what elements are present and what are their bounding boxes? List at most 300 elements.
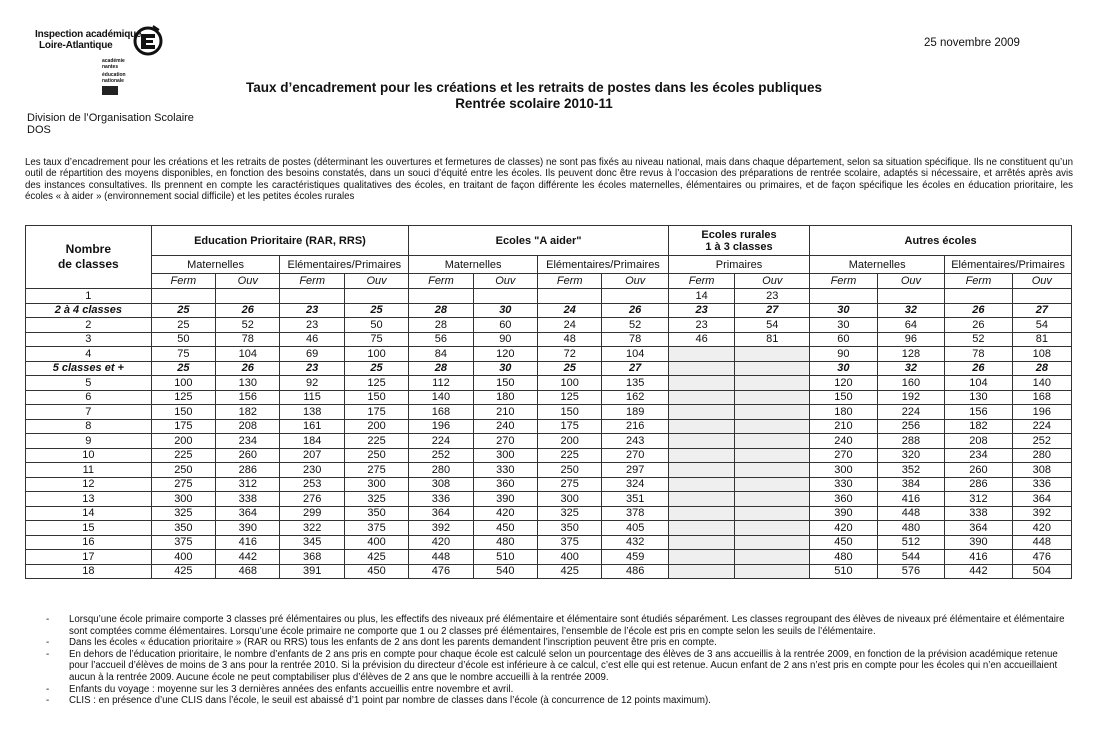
table-cell: 504 bbox=[1012, 564, 1071, 579]
table-cell: 312 bbox=[216, 477, 280, 492]
table-cell: 200 bbox=[151, 434, 215, 449]
row-label: 12 bbox=[26, 477, 152, 492]
table-cell: 104 bbox=[602, 347, 669, 362]
table-cell: 224 bbox=[409, 434, 473, 449]
table-cell: 275 bbox=[538, 477, 602, 492]
table-cell: 448 bbox=[877, 506, 945, 521]
subgroup-header: Elémentaires/Primaires bbox=[280, 256, 409, 274]
table-cell bbox=[668, 434, 734, 449]
table-cell: 81 bbox=[1012, 332, 1071, 347]
table-cell: 450 bbox=[810, 535, 878, 550]
table-cell: 27 bbox=[1012, 303, 1071, 318]
table-cell: 420 bbox=[409, 535, 473, 550]
table-cell: 420 bbox=[1012, 521, 1071, 536]
table-cell: 230 bbox=[280, 463, 344, 478]
table-cell: 243 bbox=[602, 434, 669, 449]
table-cell: 25 bbox=[344, 303, 408, 318]
table-cell: 350 bbox=[344, 506, 408, 521]
table-row bbox=[26, 347, 1072, 362]
table-cell: 156 bbox=[216, 390, 280, 405]
table-cell: 23 bbox=[735, 289, 810, 304]
table-cell: 56 bbox=[409, 332, 473, 347]
ferm-column-header: Ferm bbox=[538, 274, 602, 289]
table-cell: 360 bbox=[810, 492, 878, 507]
ferm-column-header: Ferm bbox=[810, 274, 878, 289]
academy-emblem-icon bbox=[133, 24, 163, 58]
ouv-column-header: Ouv bbox=[1012, 274, 1071, 289]
table-cell: 364 bbox=[1012, 492, 1071, 507]
table-cell: 162 bbox=[602, 390, 669, 405]
table-row bbox=[26, 405, 1072, 420]
table-cell: 182 bbox=[216, 405, 280, 420]
table-cell: 390 bbox=[473, 492, 537, 507]
table-cell: 175 bbox=[344, 405, 408, 420]
table-cell: 275 bbox=[344, 463, 408, 478]
table-cell bbox=[810, 289, 878, 304]
table-cell: 544 bbox=[877, 550, 945, 565]
table-cell bbox=[1012, 289, 1071, 304]
table-row bbox=[26, 289, 1072, 304]
table-cell: 378 bbox=[602, 506, 669, 521]
table-cell bbox=[735, 419, 810, 434]
table-cell: 480 bbox=[810, 550, 878, 565]
table-cell: 140 bbox=[1012, 376, 1071, 391]
table-cell: 330 bbox=[473, 463, 537, 478]
table-cell bbox=[668, 347, 734, 362]
table-cell: 125 bbox=[151, 390, 215, 405]
table-cell: 50 bbox=[344, 318, 408, 333]
table-row bbox=[26, 448, 1072, 463]
table-cell bbox=[735, 506, 810, 521]
table-cell: 364 bbox=[216, 506, 280, 521]
table-cell: 324 bbox=[602, 477, 669, 492]
table-cell: 32 bbox=[877, 303, 945, 318]
row-header-line2: de classes bbox=[57, 257, 119, 271]
table-cell bbox=[151, 289, 215, 304]
table-cell: 216 bbox=[602, 419, 669, 434]
table-cell: 60 bbox=[473, 318, 537, 333]
table-row bbox=[26, 463, 1072, 478]
row-label: 4 bbox=[26, 347, 152, 362]
table-cell bbox=[735, 347, 810, 362]
table-cell: 420 bbox=[473, 506, 537, 521]
table-cell: 100 bbox=[538, 376, 602, 391]
table-cell: 52 bbox=[945, 332, 1013, 347]
row-label: 14 bbox=[26, 506, 152, 521]
table-cell: 400 bbox=[538, 550, 602, 565]
table-cell bbox=[735, 492, 810, 507]
table-cell: 60 bbox=[810, 332, 878, 347]
table-cell: 52 bbox=[602, 318, 669, 333]
row-label: 13 bbox=[26, 492, 152, 507]
table-cell: 120 bbox=[810, 376, 878, 391]
table-cell: 50 bbox=[151, 332, 215, 347]
row-label: 2 bbox=[26, 318, 152, 333]
table-cell: 350 bbox=[151, 521, 215, 536]
table-cell: 375 bbox=[538, 535, 602, 550]
table-cell: 54 bbox=[1012, 318, 1071, 333]
ferm-column-header: Ferm bbox=[151, 274, 215, 289]
table-cell: 72 bbox=[538, 347, 602, 362]
table-cell: 125 bbox=[344, 376, 408, 391]
table-cell: 330 bbox=[810, 477, 878, 492]
table-cell bbox=[735, 405, 810, 420]
table-cell: 23 bbox=[668, 303, 734, 318]
ouv-column-header: Ouv bbox=[877, 274, 945, 289]
table-cell: 425 bbox=[151, 564, 215, 579]
division-abbrev: DOS bbox=[27, 124, 51, 136]
ferm-column-header: Ferm bbox=[280, 274, 344, 289]
table-cell bbox=[668, 376, 734, 391]
row-label: 6 bbox=[26, 390, 152, 405]
table-cell: 375 bbox=[151, 535, 215, 550]
table-cell: 120 bbox=[473, 347, 537, 362]
row-label: 17 bbox=[26, 550, 152, 565]
table-cell: 23 bbox=[280, 361, 344, 376]
table-cell: 300 bbox=[151, 492, 215, 507]
table-cell bbox=[668, 492, 734, 507]
table-cell: 224 bbox=[877, 405, 945, 420]
table-cell bbox=[735, 376, 810, 391]
table-cell: 325 bbox=[344, 492, 408, 507]
subgroup-header: Maternelles bbox=[151, 256, 280, 274]
table-cell: 30 bbox=[810, 303, 878, 318]
table-cell: 276 bbox=[280, 492, 344, 507]
table-cell: 576 bbox=[877, 564, 945, 579]
table-cell bbox=[735, 448, 810, 463]
table-cell: 345 bbox=[280, 535, 344, 550]
table-cell: 392 bbox=[409, 521, 473, 536]
division-block bbox=[27, 112, 194, 136]
table-cell: 150 bbox=[538, 405, 602, 420]
table-cell: 25 bbox=[344, 361, 408, 376]
table-cell: 104 bbox=[216, 347, 280, 362]
table-cell: 168 bbox=[1012, 390, 1071, 405]
table-cell bbox=[735, 550, 810, 565]
staffing-rate-table bbox=[25, 225, 1072, 579]
ouv-column-header: Ouv bbox=[473, 274, 537, 289]
table-cell: 352 bbox=[877, 463, 945, 478]
table-cell: 26 bbox=[216, 303, 280, 318]
table-cell: 75 bbox=[151, 347, 215, 362]
table-row bbox=[26, 434, 1072, 449]
table-cell: 196 bbox=[1012, 405, 1071, 420]
table-cell: 300 bbox=[344, 477, 408, 492]
row-label: 10 bbox=[26, 448, 152, 463]
group-header-a-aider: Ecoles "A aider" bbox=[409, 226, 669, 256]
table-cell: 405 bbox=[602, 521, 669, 536]
table-cell: 308 bbox=[1012, 463, 1071, 478]
table-cell: 486 bbox=[602, 564, 669, 579]
table-cell: 432 bbox=[602, 535, 669, 550]
table-cell: 30 bbox=[810, 318, 878, 333]
group-header-rural bbox=[668, 226, 809, 256]
table-cell: 112 bbox=[409, 376, 473, 391]
table-cell: 392 bbox=[1012, 506, 1071, 521]
table-cell: 210 bbox=[810, 419, 878, 434]
table-cell: 108 bbox=[1012, 347, 1071, 362]
table-cell: 200 bbox=[344, 419, 408, 434]
table-cell: 286 bbox=[216, 463, 280, 478]
table-cell: 225 bbox=[344, 434, 408, 449]
table-cell: 23 bbox=[668, 318, 734, 333]
table-cell: 390 bbox=[945, 535, 1013, 550]
table-row bbox=[26, 361, 1072, 376]
table-cell: 160 bbox=[877, 376, 945, 391]
table-cell: 69 bbox=[280, 347, 344, 362]
table-cell bbox=[668, 405, 734, 420]
table-cell: 225 bbox=[538, 448, 602, 463]
table-cell bbox=[409, 289, 473, 304]
table-cell: 28 bbox=[409, 318, 473, 333]
table-cell: 54 bbox=[735, 318, 810, 333]
table-cell: 30 bbox=[810, 361, 878, 376]
table-cell bbox=[945, 289, 1013, 304]
table-body bbox=[26, 289, 1072, 579]
table-cell: 252 bbox=[409, 448, 473, 463]
table-cell: 338 bbox=[216, 492, 280, 507]
table-cell: 297 bbox=[602, 463, 669, 478]
table-cell: 184 bbox=[280, 434, 344, 449]
table-cell: 26 bbox=[602, 303, 669, 318]
table-cell: 28 bbox=[409, 361, 473, 376]
table-cell: 128 bbox=[877, 347, 945, 362]
table-cell: 64 bbox=[877, 318, 945, 333]
table-cell bbox=[668, 506, 734, 521]
table-cell: 208 bbox=[216, 419, 280, 434]
table-cell: 25 bbox=[151, 361, 215, 376]
table-cell: 48 bbox=[538, 332, 602, 347]
row-label: 7 bbox=[26, 405, 152, 420]
table-cell: 510 bbox=[473, 550, 537, 565]
table-cell: 351 bbox=[602, 492, 669, 507]
logo-small-line3: éducation bbox=[102, 72, 126, 78]
footnote-item: - Enfants du voyage : moyenne sur les 3 dernières années des enfants accueillis entre novembre et avril. bbox=[46, 684, 1072, 696]
logo-small-line2: nantes bbox=[102, 64, 119, 70]
table-cell: 180 bbox=[473, 390, 537, 405]
document-date: 25 novembre 2009 bbox=[924, 37, 1020, 49]
institution-logo bbox=[30, 14, 170, 92]
table-row bbox=[26, 521, 1072, 536]
table-cell: 24 bbox=[538, 303, 602, 318]
row-label: 5 classes et + bbox=[26, 361, 152, 376]
table-cell: 92 bbox=[280, 376, 344, 391]
table-cell bbox=[735, 361, 810, 376]
subgroup-header: Maternelles bbox=[810, 256, 945, 274]
table-cell: 28 bbox=[1012, 361, 1071, 376]
table-cell: 420 bbox=[810, 521, 878, 536]
table-cell: 14 bbox=[668, 289, 734, 304]
table-cell bbox=[668, 390, 734, 405]
table-cell: 390 bbox=[216, 521, 280, 536]
table-cell: 46 bbox=[280, 332, 344, 347]
table-cell: 364 bbox=[945, 521, 1013, 536]
table-cell: 476 bbox=[1012, 550, 1071, 565]
table-cell: 312 bbox=[945, 492, 1013, 507]
title-line2: Rentrée scolaire 2010-11 bbox=[455, 96, 613, 111]
table-cell: 384 bbox=[877, 477, 945, 492]
table-cell: 150 bbox=[344, 390, 408, 405]
rural-header-line2: 1 à 3 classes bbox=[705, 240, 773, 253]
table-cell: 270 bbox=[602, 448, 669, 463]
table-row bbox=[26, 535, 1072, 550]
row-label: 1 bbox=[26, 289, 152, 304]
table-cell: 130 bbox=[216, 376, 280, 391]
footnote-item: - Dans les écoles « éducation prioritaire » (RAR ou RRS) tous les enfants de 2 ans dont les parents demandent l’inscription peuvent être pris en compte. bbox=[46, 637, 1072, 649]
table-cell: 325 bbox=[151, 506, 215, 521]
table-cell: 100 bbox=[344, 347, 408, 362]
table-cell: 476 bbox=[409, 564, 473, 579]
row-label: 16 bbox=[26, 535, 152, 550]
table-row bbox=[26, 492, 1072, 507]
table-cell: 275 bbox=[151, 477, 215, 492]
ferm-column-header: Ferm bbox=[945, 274, 1013, 289]
table-cell: 510 bbox=[810, 564, 878, 579]
table-cell: 26 bbox=[216, 361, 280, 376]
table-cell: 24 bbox=[538, 318, 602, 333]
table-cell bbox=[668, 448, 734, 463]
table-cell: 425 bbox=[344, 550, 408, 565]
table-cell bbox=[735, 477, 810, 492]
table-row bbox=[26, 564, 1072, 579]
table-cell: 368 bbox=[280, 550, 344, 565]
table-cell: 78 bbox=[945, 347, 1013, 362]
table-cell: 104 bbox=[945, 376, 1013, 391]
table-cell: 180 bbox=[810, 405, 878, 420]
table-cell: 182 bbox=[945, 419, 1013, 434]
table-cell bbox=[735, 390, 810, 405]
table-cell: 23 bbox=[280, 318, 344, 333]
table-cell bbox=[344, 289, 408, 304]
table-cell: 288 bbox=[877, 434, 945, 449]
table-cell: 192 bbox=[877, 390, 945, 405]
table-cell: 350 bbox=[538, 521, 602, 536]
table-cell: 260 bbox=[216, 448, 280, 463]
table-cell bbox=[877, 289, 945, 304]
table-cell: 336 bbox=[409, 492, 473, 507]
table-cell: 75 bbox=[344, 332, 408, 347]
table-cell: 322 bbox=[280, 521, 344, 536]
table-cell: 448 bbox=[409, 550, 473, 565]
table-cell bbox=[668, 361, 734, 376]
table-cell: 364 bbox=[409, 506, 473, 521]
table-cell: 156 bbox=[945, 405, 1013, 420]
footnote-item: - CLIS : en présence d’une CLIS dans l’école, le seuil est abaissé d’1 point par nombre de classes dans l’école (à concurrence de 12 points maximum). bbox=[46, 695, 1072, 707]
table-cell: 256 bbox=[877, 419, 945, 434]
table-cell: 391 bbox=[280, 564, 344, 579]
table-cell: 459 bbox=[602, 550, 669, 565]
table-cell: 100 bbox=[151, 376, 215, 391]
row-label: 15 bbox=[26, 521, 152, 536]
row-header-line1: Nombre bbox=[65, 242, 111, 256]
table-cell: 27 bbox=[735, 303, 810, 318]
table-cell: 299 bbox=[280, 506, 344, 521]
table-cell: 90 bbox=[473, 332, 537, 347]
table-cell: 280 bbox=[409, 463, 473, 478]
table-cell: 90 bbox=[810, 347, 878, 362]
table-cell: 390 bbox=[810, 506, 878, 521]
table-cell: 96 bbox=[877, 332, 945, 347]
row-label: 2 à 4 classes bbox=[26, 303, 152, 318]
table-cell: 125 bbox=[538, 390, 602, 405]
logo-line1: Inspection académique bbox=[35, 29, 142, 40]
table-cell: 480 bbox=[473, 535, 537, 550]
table-cell: 135 bbox=[602, 376, 669, 391]
table-cell: 26 bbox=[945, 318, 1013, 333]
row-label: 18 bbox=[26, 564, 152, 579]
republic-flag-icon bbox=[102, 86, 118, 95]
table-cell: 224 bbox=[1012, 419, 1071, 434]
table-cell: 26 bbox=[945, 361, 1013, 376]
table-cell: 308 bbox=[409, 477, 473, 492]
table-cell: 30 bbox=[473, 303, 537, 318]
table-cell: 84 bbox=[409, 347, 473, 362]
ouv-column-header: Ouv bbox=[735, 274, 810, 289]
table-cell: 150 bbox=[810, 390, 878, 405]
table-cell bbox=[668, 463, 734, 478]
row-label: 11 bbox=[26, 463, 152, 478]
table-cell: 253 bbox=[280, 477, 344, 492]
table-cell: 450 bbox=[344, 564, 408, 579]
table-cell bbox=[735, 434, 810, 449]
group-header-priority: Education Prioritaire (RAR, RRS) bbox=[151, 226, 409, 256]
table-cell: 300 bbox=[538, 492, 602, 507]
table-cell: 23 bbox=[280, 303, 344, 318]
table-row bbox=[26, 303, 1072, 318]
table-cell bbox=[668, 521, 734, 536]
table-cell: 32 bbox=[877, 361, 945, 376]
table-cell: 189 bbox=[602, 405, 669, 420]
footnote-item: - Lorsqu’une école primaire comporte 3 classes pré élémentaires ou plus, les effectifs des niveaux pré élémentaire et élémentaire sont étudiés séparément. Les classes regroupant des élèves de niveaux pré élémentaire et élémentaire sont comptées comme élémentaires. Lorsqu’une école primaire ne comporte que 1 ou 2 classes pré élémentaires, l’ensemble de l’école est pris en compte selon les seuils de l’élémentaire. bbox=[46, 614, 1072, 637]
table-cell: 138 bbox=[280, 405, 344, 420]
table-cell: 240 bbox=[473, 419, 537, 434]
document-title bbox=[214, 80, 854, 112]
table-row bbox=[26, 318, 1072, 333]
table-cell: 30 bbox=[473, 361, 537, 376]
table-cell: 416 bbox=[877, 492, 945, 507]
table-cell: 25 bbox=[151, 318, 215, 333]
table-cell: 480 bbox=[877, 521, 945, 536]
table-cell: 468 bbox=[216, 564, 280, 579]
table-cell: 225 bbox=[151, 448, 215, 463]
table-cell: 360 bbox=[473, 477, 537, 492]
table-cell: 442 bbox=[945, 564, 1013, 579]
table-row bbox=[26, 550, 1072, 565]
table-cell: 115 bbox=[280, 390, 344, 405]
table-cell: 208 bbox=[945, 434, 1013, 449]
table-cell: 140 bbox=[409, 390, 473, 405]
table-cell: 200 bbox=[538, 434, 602, 449]
table-cell bbox=[668, 477, 734, 492]
table-cell: 320 bbox=[877, 448, 945, 463]
table-cell: 175 bbox=[538, 419, 602, 434]
table-cell: 78 bbox=[216, 332, 280, 347]
table-cell bbox=[602, 289, 669, 304]
table-row bbox=[26, 419, 1072, 434]
table-cell: 240 bbox=[810, 434, 878, 449]
row-label: 8 bbox=[26, 419, 152, 434]
subgroup-header: Elémentaires/Primaires bbox=[945, 256, 1072, 274]
table-cell: 130 bbox=[945, 390, 1013, 405]
table-cell bbox=[216, 289, 280, 304]
logo-small-line4: nationale bbox=[102, 78, 124, 84]
table-cell: 325 bbox=[538, 506, 602, 521]
footnotes-list bbox=[46, 614, 1072, 707]
subgroup-header: Elémentaires/Primaires bbox=[538, 256, 669, 274]
table-cell: 286 bbox=[945, 477, 1013, 492]
table-cell bbox=[735, 521, 810, 536]
subgroup-header: Primaires bbox=[668, 256, 809, 274]
